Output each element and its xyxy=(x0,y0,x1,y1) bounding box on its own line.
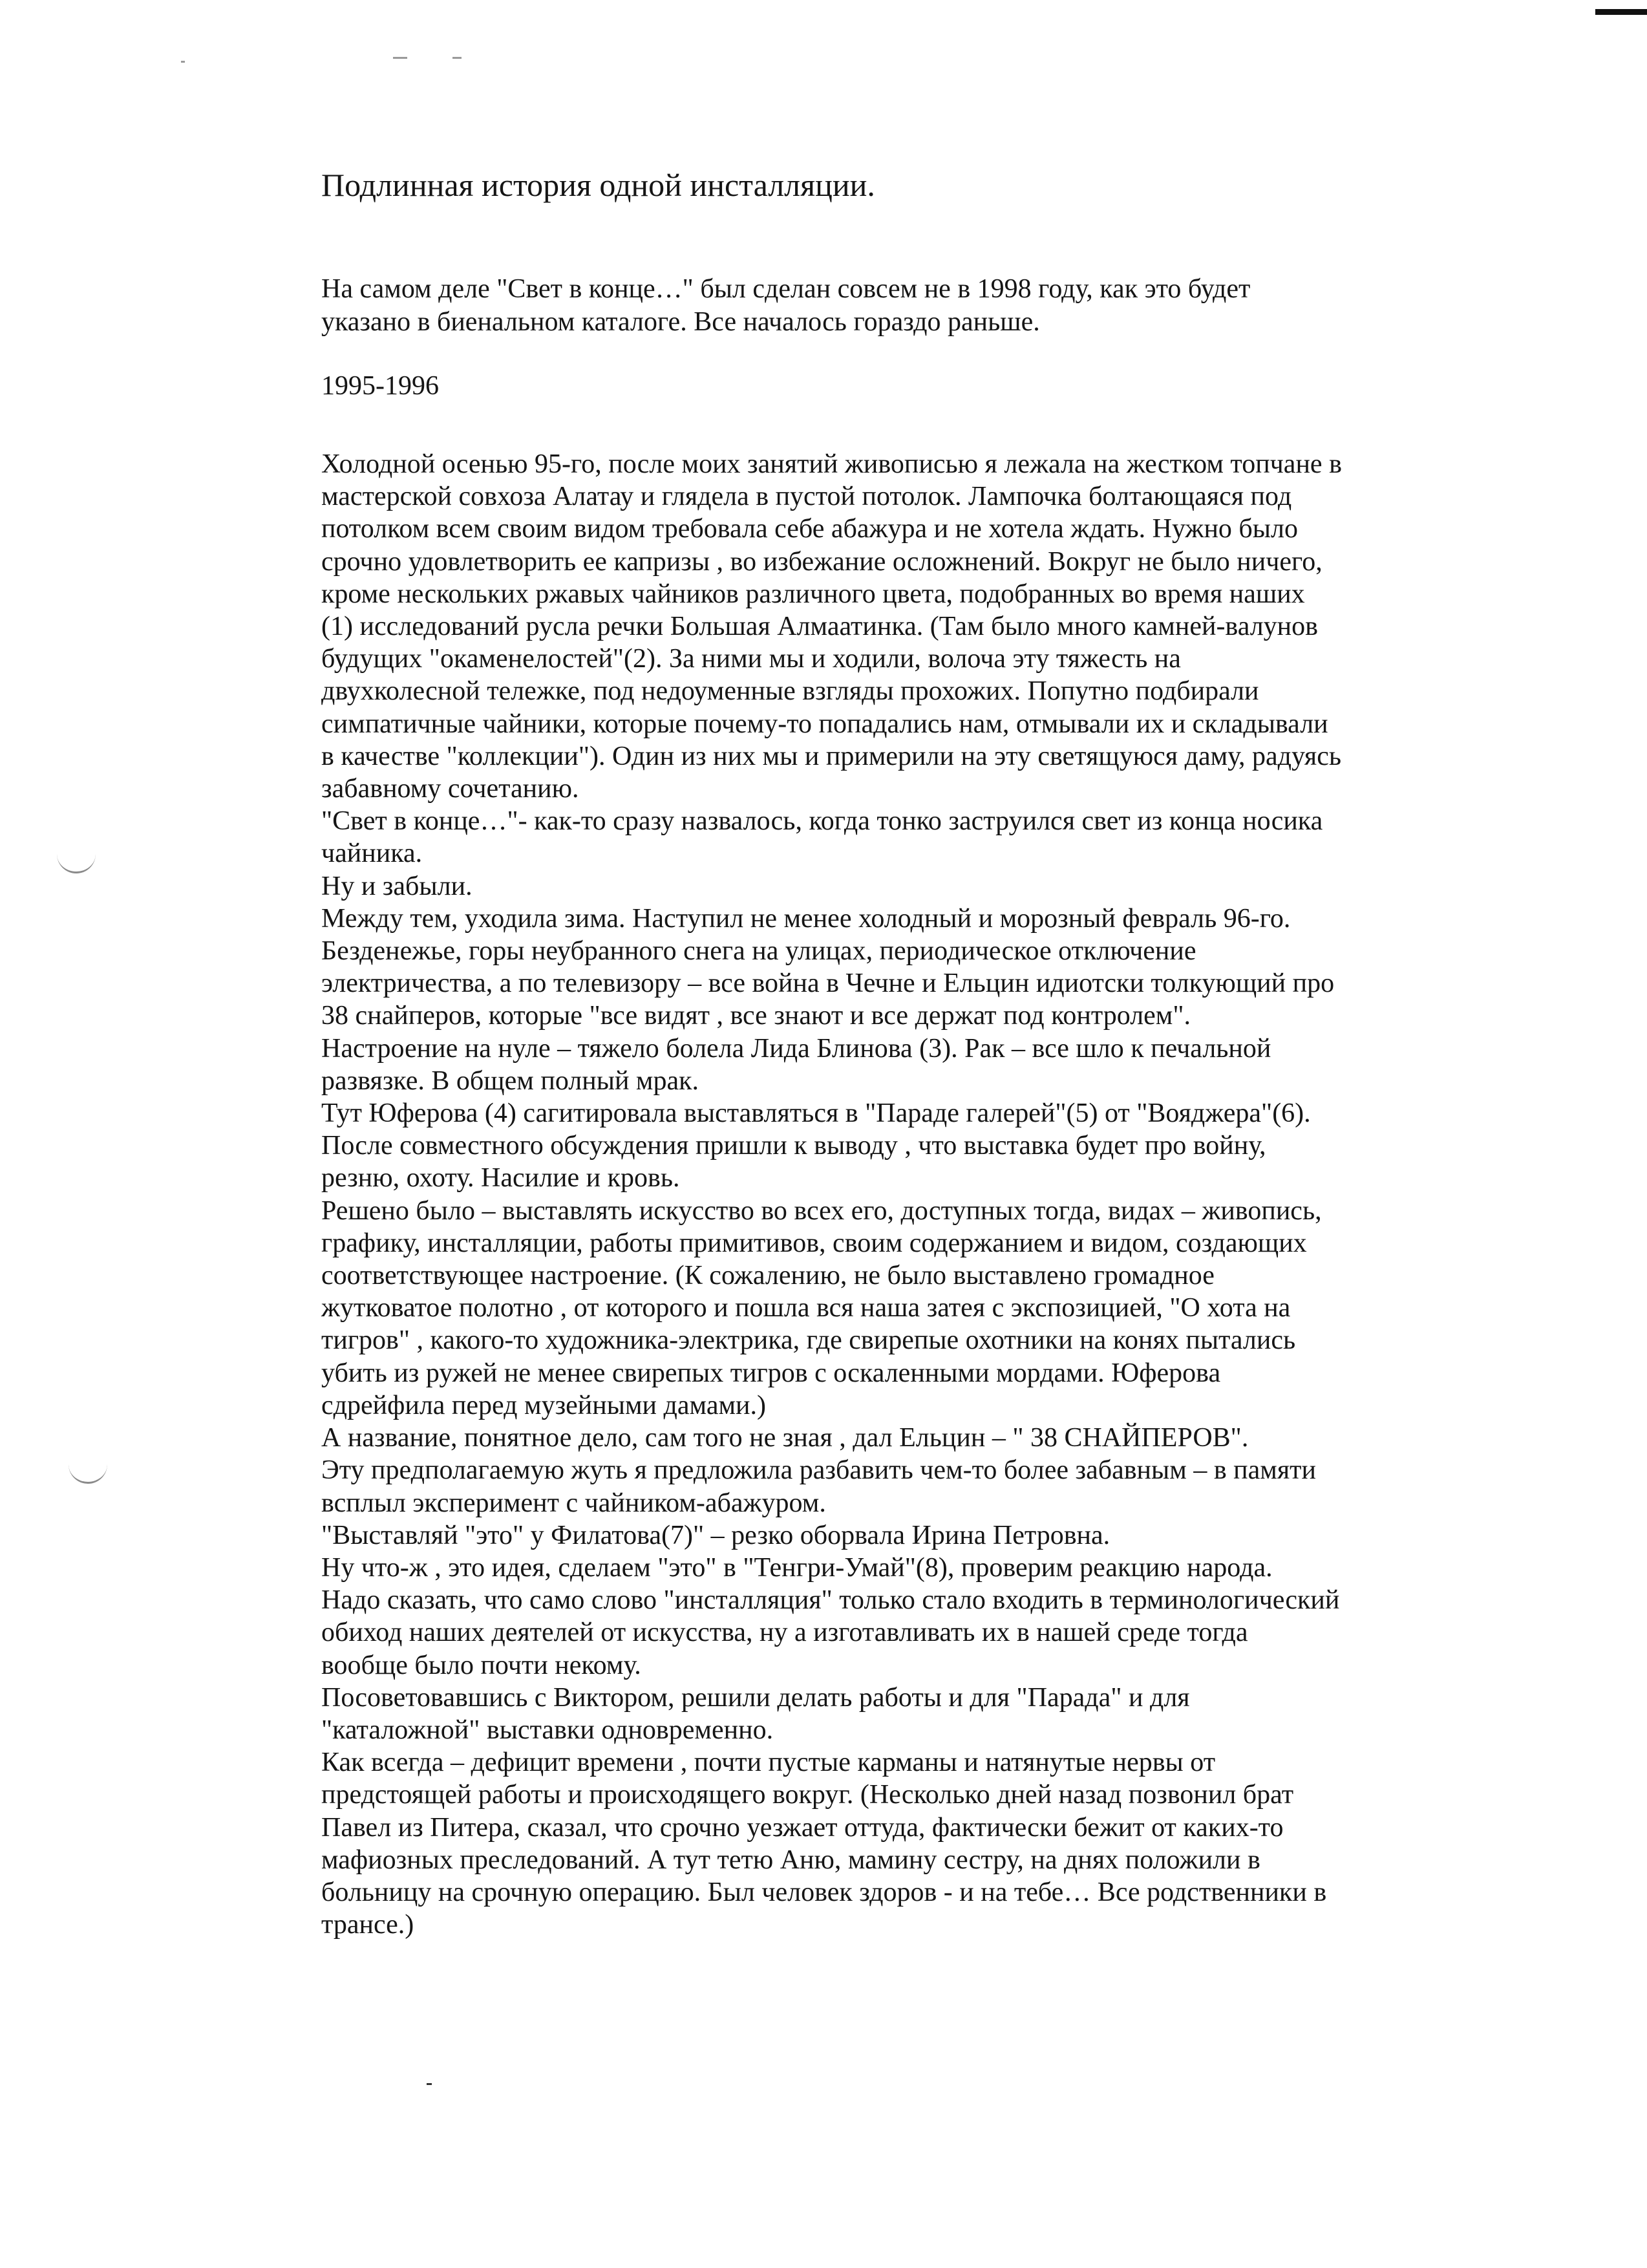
text-line: После совместного обсуждения пришли к выводу , что выставка будет про войну, xyxy=(321,1131,1266,1161)
text-line: мастерской совхоза Алатау и глядела в пустой потолок. Лампочка болтающаяся под xyxy=(321,482,1292,512)
scan-edge-mark xyxy=(1595,9,1647,15)
document-title: Подлинная история одной инсталляции. xyxy=(321,167,875,203)
intro-paragraph xyxy=(321,273,1250,339)
text-line: Решено было – выставлять искусство во всех его, доступных тогда, видах – живопись, xyxy=(321,1195,1322,1226)
text-line: трансе.) xyxy=(321,1910,414,1940)
punch-hole-mark xyxy=(57,852,96,873)
text-line: "Выставляй "это" у Филатова(7)" – резко оборвала Ирина Петровна. xyxy=(321,1520,1110,1550)
text-line: Эту предполагаемую жуть я предложила разбавить чем-то более забавным – в памяти xyxy=(321,1455,1317,1486)
text-line: убить из ружей не менее свирепых тигров с оскаленными мордами. Юферова xyxy=(321,1358,1221,1388)
text-line: (1) исследований русла речки Большая Алмаатинка. (Там было много камней-валунов xyxy=(321,612,1318,642)
text-line: Тут Юферова (4) сагитировала выставляться в "Параде галерей"(5) от "Вояджера"(6). xyxy=(321,1098,1311,1129)
text-line: Ну и забыли. xyxy=(321,871,473,901)
text-line: Ну что-ж , это идея, сделаем "это" в "Тенгри-Умай"(8), проверим реакцию народа. xyxy=(321,1552,1273,1583)
scan-speck xyxy=(427,2083,432,2085)
text-line: Холодной осенью 95-го, после моих занятий живописью я лежала на жестком топчане в xyxy=(321,449,1342,479)
text-line: "каталожной" выставки одновременно. xyxy=(321,1715,774,1745)
text-line: чайника. xyxy=(321,839,423,869)
text-line: сдрейфила перед музейными дамами.) xyxy=(321,1390,767,1420)
text-line: Между тем, уходила зима. Наступил не менее холодный и морозный февраль 96-го. xyxy=(321,903,1291,934)
text-line: Безденежье, горы неубранного снега на улицах, периодическое отключение xyxy=(321,936,1196,967)
text-line: Надо сказать, что само слово "инсталляция" только стало входить в терминологический xyxy=(321,1585,1340,1616)
text-line: двухколесной тележке, под недоуменные взгляды прохожих. Попутно подбирали xyxy=(321,676,1259,707)
scan-speck xyxy=(181,61,185,63)
text-line: тигров" , какого-то художника-электрика, где свирепые охотники на конях пытались xyxy=(321,1325,1296,1356)
text-line: резню, охоту. Насилие и кровь. xyxy=(321,1163,680,1193)
text-line: мафиозных преследований. А тут тетю Аню, мамину сестру, на днях положили в xyxy=(321,1845,1260,1875)
text-line: симпатичные чайники, которые почему-то попадались нам, отмывали их и складывали xyxy=(321,709,1328,739)
text-line: жутковатое полотно , от которого и пошла вся наша затея с экспозицией, "О хота на xyxy=(321,1293,1291,1323)
text-line: графику, инсталляции, работы примитивов, своим содержанием и видом, создающих xyxy=(321,1228,1307,1258)
text-line: Как всегда – дефицит времени , почти пустые карманы и натянутые нервы от xyxy=(321,1748,1216,1778)
text-line: будущих "окаменелостей"(2). За ними мы и ходили, волоча эту тяжесть на xyxy=(321,644,1181,674)
text-line: развязке. В общем полный мрак. xyxy=(321,1065,699,1096)
text-line: забавному сочетанию. xyxy=(321,774,579,804)
text-line: соответствующее настроение. (К сожалению, не было выставлено громадное xyxy=(321,1261,1215,1291)
text-line: Посоветовавшись с Виктором, решили делать работы и для "Парада" и для xyxy=(321,1682,1190,1713)
punch-hole-mark xyxy=(69,1462,107,1484)
text-line: потолком всем своим видом требовала себе абажура и не хотела ждать. Нужно было xyxy=(321,514,1298,544)
text-line: кроме нескольких ржавых чайников различного цвета, подобранных во время наших xyxy=(321,579,1305,609)
text-line: больницу на срочную операцию. Был человек здоров - и на тебе… Все родственники в xyxy=(321,1877,1327,1907)
text-line: А название, понятное дело, сам того не зная , дал Ельцин – " 38 СНАЙПЕРОВ". xyxy=(321,1423,1249,1453)
year-heading: 1995-1996 xyxy=(321,371,439,401)
scan-speck xyxy=(393,57,407,59)
text-line: "Свет в конце…"- как-то сразу назвалось, когда тонко заструился свет из конца носика xyxy=(321,806,1323,837)
text-line: в качестве "коллекции"). Один из них мы и примерили на эту светящуюся даму, радуясь xyxy=(321,741,1342,771)
text-line: Павел из Питера, сказал, что срочно уезжает оттуда, фактически бежит от каких-то xyxy=(321,1812,1284,1843)
text-line: 38 снайперов, которые "все видят , все знают и все держат под контролем". xyxy=(321,1001,1191,1031)
text-line: электричества, а по телевизору – все война в Чечне и Ельцин идиотски толкующий про xyxy=(321,968,1335,999)
text-line: срочно удовлетворить ее капризы , во избежание осложнений. Вокруг не было ничего, xyxy=(321,546,1323,577)
text-line: Настроение на нуле – тяжело болела Лида Блинова (3). Рак – все шло к печальной xyxy=(321,1033,1271,1064)
scan-speck xyxy=(452,57,462,59)
text-line: предстоящей работы и происходящего вокруг. (Несколько дней назад позвонил брат xyxy=(321,1780,1294,1810)
text-line: вообще было почти некому. xyxy=(321,1650,641,1680)
text-line: На самом деле "Свет в конце…" был сделан совсем не в 1998 году, как это будет xyxy=(321,274,1251,304)
text-line: указано в биенальном каталоге. Все началось гораздо раньше. xyxy=(321,307,1040,337)
text-line: всплыл эксперимент с чайником-абажуром. xyxy=(321,1488,826,1518)
text-line: обиход наших деятелей от искусства, ну а изготавливать их в нашей среде тогда xyxy=(321,1618,1248,1648)
body-text xyxy=(321,448,1342,1941)
